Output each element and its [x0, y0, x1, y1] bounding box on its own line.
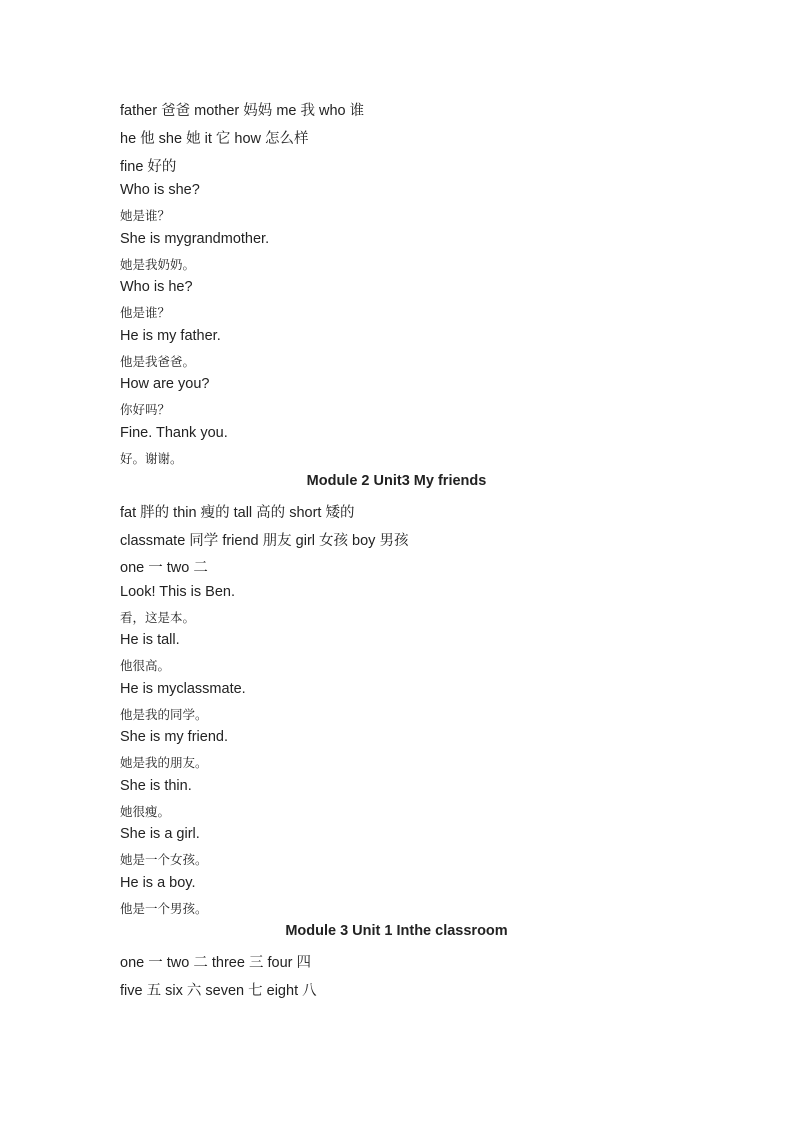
- chinese-translation: 看，这是本。: [120, 610, 196, 625]
- chinese-translation: 他是我的同学。: [120, 707, 208, 722]
- english-sentence: Who is he?: [120, 279, 193, 295]
- section-heading: Module 3 Unit 1 Inthe classroom: [285, 923, 508, 939]
- vocab-line: five 五 six 六 seven 七 eight 八: [120, 983, 317, 999]
- vocab-line: fat 胖的 thin 瘦的 tall 高的 short 矮的: [120, 505, 355, 521]
- chinese-translation: 他是谁？: [120, 305, 171, 320]
- english-sentence: He is my father.: [120, 328, 221, 344]
- chinese-translation: 她是我的朋友。: [120, 755, 208, 770]
- english-sentence: She is thin.: [120, 778, 192, 794]
- section-heading: Module 2 Unit3 My friends: [306, 473, 487, 489]
- chinese-translation: 他是一个男孩。: [120, 901, 208, 916]
- vocab-line: he 他 she 她 it 它 how 怎么样: [120, 131, 309, 147]
- english-sentence: He is tall.: [120, 632, 180, 648]
- english-sentence: Fine. Thank you.: [120, 425, 228, 441]
- english-sentence: He is a boy.: [120, 875, 196, 891]
- english-sentence: Who is she?: [120, 182, 200, 198]
- english-sentence: She is mygrandmother.: [120, 231, 270, 247]
- chinese-translation: 他很高。: [120, 658, 171, 673]
- english-sentence: He is myclassmate.: [120, 681, 246, 697]
- english-sentence: She is my friend.: [120, 729, 228, 745]
- chinese-translation: 她是我奶奶。: [120, 257, 196, 272]
- chinese-translation: 她是谁？: [120, 208, 171, 223]
- vocab-line: classmate 同学 friend 朋友 girl 女孩 boy 男孩: [120, 533, 409, 549]
- english-sentence: How are you?: [120, 376, 210, 392]
- chinese-translation: 好。谢谢。: [120, 451, 183, 466]
- vocab-line: one 一 two 二: [120, 560, 208, 576]
- english-sentence: She is a girl.: [120, 826, 200, 842]
- english-sentence: Look! This is Ben.: [120, 584, 235, 600]
- chinese-translation: 他是我爸爸。: [120, 354, 196, 369]
- vocab-line: one 一 two 二 three 三 four 四: [120, 955, 311, 971]
- vocab-line: fine 好的: [120, 159, 177, 175]
- chinese-translation: 你好吗？: [120, 402, 171, 417]
- chinese-translation: 她是一个女孩。: [120, 852, 208, 867]
- chinese-translation: 她很瘦。: [120, 804, 171, 819]
- vocab-line: father 爸爸 mother 妈妈 me 我 who 谁: [120, 103, 365, 119]
